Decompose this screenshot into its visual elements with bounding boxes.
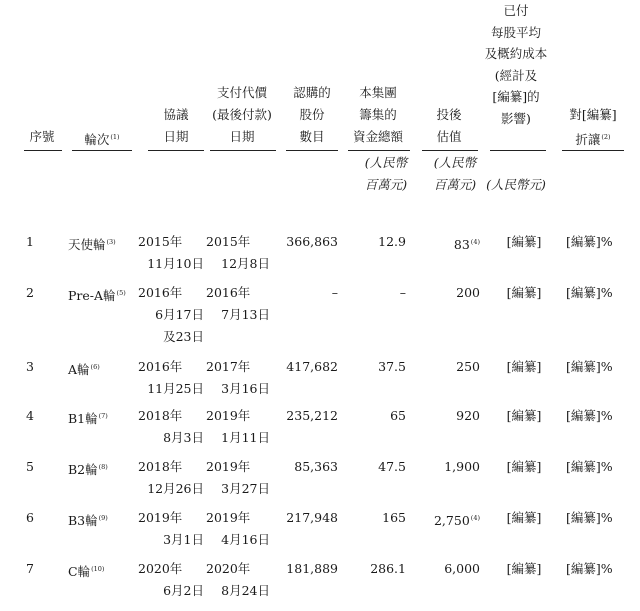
header-agreement-line: 協議 bbox=[163, 107, 189, 122]
header-cost-line: [編纂]的 bbox=[492, 89, 540, 104]
row-round: B3輪$^{(9)}$ bbox=[68, 513, 108, 528]
row-payment-date: 2019年 bbox=[206, 510, 251, 525]
unit-valuation-line: 百萬元) bbox=[433, 177, 477, 192]
row-agreement-date: 6月17日 bbox=[155, 307, 204, 322]
row-discount: [編纂]% bbox=[566, 408, 613, 423]
row-payment-date: 2016年 bbox=[206, 285, 251, 300]
row-seq: 2 bbox=[26, 285, 34, 300]
row-seq: 1 bbox=[26, 234, 34, 249]
row-cost: [編纂] bbox=[506, 510, 542, 525]
row-agreement-date: 2016年 bbox=[138, 285, 183, 300]
header-discount bbox=[558, 104, 628, 151]
header-rule-round bbox=[72, 150, 132, 151]
header-shares bbox=[284, 82, 340, 148]
row-payment-date: 12月8日 bbox=[221, 256, 270, 271]
row-seq: 7 bbox=[26, 561, 34, 576]
header-valuation-line: 估值 bbox=[436, 129, 462, 144]
row-shares: 366,863 bbox=[286, 234, 338, 249]
row-shares: 417,682 bbox=[286, 359, 338, 374]
header-valuation bbox=[418, 104, 480, 148]
row-seq: 5 bbox=[26, 459, 34, 474]
row-agreement-date: 8月3日 bbox=[163, 430, 204, 445]
row-agreement-date: 3月1日 bbox=[163, 532, 204, 547]
unit-funds-line: (人民幣 bbox=[364, 155, 408, 170]
header-payment-line: (最後付款) bbox=[212, 107, 272, 122]
unit-funds bbox=[356, 152, 416, 196]
unit-valuation bbox=[424, 152, 486, 196]
row-cost: [編纂] bbox=[506, 561, 542, 576]
row-valuation: 250 bbox=[456, 359, 480, 374]
row-agreement-date: 2020年 bbox=[138, 561, 183, 576]
unit-valuation-line: (人民幣 bbox=[433, 155, 477, 170]
row-funds: – bbox=[399, 285, 406, 300]
row-round: B2輪$^{(8)}$ bbox=[68, 462, 108, 477]
header-payment-line: 支付代價 bbox=[216, 85, 267, 100]
row-payment-date: 2017年 bbox=[206, 359, 251, 374]
row-round: A輪$^{(6)}$ bbox=[68, 362, 100, 377]
header-discount-line: 折讓$^{(2)}$ bbox=[575, 132, 611, 147]
header-payment-line: 日期 bbox=[229, 129, 255, 144]
row-discount: [編纂]% bbox=[566, 561, 613, 576]
row-payment-date: 2019年 bbox=[206, 408, 251, 423]
header-payment-date bbox=[204, 82, 280, 148]
row-round: C輪$^{(10)}$ bbox=[68, 564, 105, 579]
header-agreement-line: 日期 bbox=[163, 129, 189, 144]
row-cost: [編纂] bbox=[506, 234, 542, 249]
header-funds bbox=[346, 82, 410, 148]
row-cost: [編纂] bbox=[506, 285, 542, 300]
row-funds: 286.1 bbox=[370, 561, 406, 576]
row-agreement-date: 12月26日 bbox=[147, 481, 204, 496]
row-agreement-date: 2018年 bbox=[138, 408, 183, 423]
row-round: B1輪$^{(7)}$ bbox=[68, 411, 108, 426]
row-seq: 4 bbox=[26, 408, 34, 423]
header-cost bbox=[484, 0, 548, 129]
header-rule-seq bbox=[24, 150, 62, 151]
header-rule-cost bbox=[490, 150, 546, 151]
row-payment-date: 2019年 bbox=[206, 459, 251, 474]
row-valuation: 920 bbox=[456, 408, 480, 423]
header-seq bbox=[22, 126, 62, 148]
header-valuation-line: 投後 bbox=[436, 107, 462, 122]
header-rule-valuation bbox=[422, 150, 478, 151]
header-cost-line: (經計及 bbox=[494, 67, 538, 83]
row-valuation: 83$^{(4)}$ bbox=[453, 237, 480, 252]
row-cost: [編纂] bbox=[506, 459, 542, 474]
row-valuation: 200 bbox=[456, 285, 480, 300]
row-agreement-date: 2015年 bbox=[138, 234, 183, 249]
header-rule-funds bbox=[348, 150, 410, 151]
row-seq: 3 bbox=[26, 359, 34, 374]
header-rule-shares bbox=[286, 150, 338, 151]
row-cost: [編纂] bbox=[506, 408, 542, 423]
row-payment-date: 3月27日 bbox=[221, 481, 270, 496]
row-discount: [編纂]% bbox=[566, 459, 613, 474]
row-cost: [編纂] bbox=[506, 359, 542, 374]
header-rule-discount bbox=[562, 150, 624, 151]
header-round-text: 輪次$^{(1)}$ bbox=[84, 132, 120, 147]
row-valuation: 2,750$^{(4)}$ bbox=[433, 513, 480, 528]
header-discount-line: 對[編纂] bbox=[569, 107, 617, 122]
header-cost-line: 每股平均 bbox=[490, 24, 541, 40]
row-shares: 181,889 bbox=[286, 561, 338, 576]
row-shares: 217,948 bbox=[286, 510, 338, 525]
header-shares-line: 認購的 bbox=[293, 85, 331, 100]
header-funds-line: 籌集的 bbox=[359, 107, 397, 122]
header-funds-line: 本集團 bbox=[359, 85, 397, 100]
row-agreement-date: 2018年 bbox=[138, 459, 183, 474]
row-funds: 47.5 bbox=[378, 459, 406, 474]
row-agreement-date: 6月2日 bbox=[163, 583, 204, 598]
row-discount: [編纂]% bbox=[566, 359, 613, 374]
header-cost-line: 及概約成本 bbox=[484, 46, 548, 61]
row-funds: 65 bbox=[390, 408, 406, 423]
unit-funds-line: 百萬元) bbox=[364, 177, 408, 192]
row-valuation: 6,000 bbox=[444, 561, 480, 576]
row-payment-date: 4月16日 bbox=[221, 532, 270, 547]
row-agreement-date: 11月25日 bbox=[147, 381, 204, 396]
row-valuation: 1,900 bbox=[444, 459, 480, 474]
row-payment-date: 1月11日 bbox=[221, 430, 270, 445]
row-discount: [編纂]% bbox=[566, 285, 613, 300]
row-round: 天使輪$^{(3)}$ bbox=[68, 237, 116, 252]
row-payment-date: 2015年 bbox=[206, 234, 251, 249]
row-payment-date: 7月13日 bbox=[221, 307, 270, 322]
row-shares: – bbox=[331, 285, 338, 300]
header-funds-line: 資金總額 bbox=[352, 129, 403, 144]
row-payment-date: 2020年 bbox=[206, 561, 251, 576]
row-funds: 37.5 bbox=[378, 359, 406, 374]
unit-cost bbox=[480, 174, 552, 196]
header-seq-text: 序號 bbox=[29, 129, 55, 144]
row-agreement-date: 2019年 bbox=[138, 510, 183, 525]
unit-cost-line: (人民幣元) bbox=[486, 177, 546, 192]
row-funds: 12.9 bbox=[378, 234, 406, 249]
row-agreement-date: 2016年 bbox=[138, 359, 183, 374]
row-discount: [編纂]% bbox=[566, 510, 613, 525]
header-rule-payment bbox=[210, 150, 276, 151]
row-round: Pre-A輪$^{(5)}$ bbox=[68, 288, 126, 303]
row-funds: 165 bbox=[382, 510, 406, 525]
row-agreement-date: 11月10日 bbox=[147, 256, 204, 271]
header-cost-line: 影響) bbox=[501, 110, 531, 126]
row-agreement-date: 及23日 bbox=[163, 329, 204, 344]
row-payment-date: 8月24日 bbox=[221, 583, 270, 598]
header-shares-line: 數目 bbox=[299, 129, 325, 144]
header-rule-agreement bbox=[148, 150, 204, 151]
row-discount: [編纂]% bbox=[566, 234, 613, 249]
header-agreement-date bbox=[148, 104, 204, 148]
header-cost-line: 已付 bbox=[503, 3, 529, 18]
row-seq: 6 bbox=[26, 510, 34, 525]
row-payment-date: 3月16日 bbox=[221, 381, 270, 396]
row-shares: 85,363 bbox=[294, 459, 338, 474]
row-shares: 235,212 bbox=[286, 408, 338, 423]
header-round bbox=[72, 126, 132, 151]
header-shares-line: 股份 bbox=[299, 107, 325, 122]
